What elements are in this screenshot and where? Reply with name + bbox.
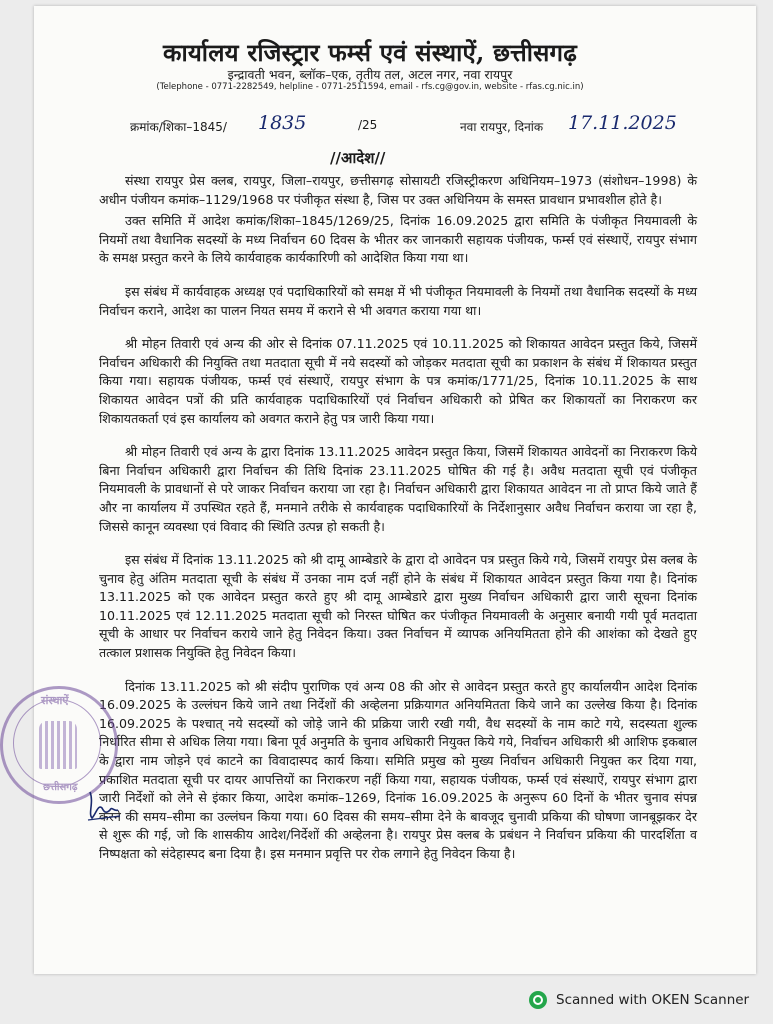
order-heading: //आदेश//	[330, 149, 386, 167]
handwritten-date: 17.11.2025	[568, 112, 677, 134]
office-title: कार्यालय रजिस्ट्रार फर्म्स एवं संस्थाऐं, छत्तीसगढ़	[163, 38, 577, 67]
emblem-icon	[39, 721, 77, 769]
office-contact: (Telephone - 0771-2282549, helpline - 0771-2511594, email - rfs.cg@gov.in, website - rfas.cg.nic.in)	[156, 82, 584, 92]
order-body	[99, 172, 697, 867]
paragraph-6: इस संबंध में दिनांक 13.11.2025 को श्री दामू आम्बेडारे के द्वारा दो आवेदन पत्र प्रस्तुत किये गये, जिसमें रायपुर प्रेस क्लब के चुनाव हेतु अंतिम मतदाता सूची के संबंध में उनका नाम दर्ज नहीं होने के संबंध में शिकायत आवेदन प्रस्तुत किया गया है। दिनांक 13.11.2025 को एक आवेदन प्रस्तुत करते हुए श्री दामू आम्बेडारे द्वारा मुख्य निर्वाचन अधिकारी द्वारा जारी सूचना दिनांक 10.11.2025 एवं 12.11.2025 मतदाता सूची को निरस्त घोषित कर पंजीकृत नियमावली के अनुसार बनायी गयी पूर्व मतदाता सूची के आधार पर निर्वाचन कराये जाने हेतु निवेदन किया। उक्त निर्वाचन में व्यापक अनियमितता होने की आशंका को देखते हुए तत्काल प्रशासक नियुक्ति हेतु निवेदन किया।	[99, 552, 697, 661]
signature	[84, 784, 124, 824]
seal-text-bottom: छत्तीसगढ़	[43, 782, 78, 793]
reference-prefix: क्रमांक/शिका–1845/	[130, 120, 227, 134]
scanner-watermark-text: Scanned with OKEN Scanner	[556, 992, 750, 1008]
paragraph-3: इस संबंध में कार्यवाहक अध्यक्ष एवं पदाधिकारियों को समक्ष में भी पंजीकृत नियमावली के नियमों तथा वैधानिक सदस्यों के मध्य निर्वाचन कराने, आदेश का पालन नियत समय में कराने से भी अवगत कराया गया था।	[99, 283, 697, 318]
scanner-watermark	[529, 988, 769, 1012]
reference-year: /25	[358, 118, 378, 132]
paragraph-2: उक्त समिति में आदेश कमांक/शिका–1845/1269/25, दिनांक 16.09.2025 द्वारा समिति के पंजीकृत नियमावली के नियमों तथा वैधानिक सदस्यों के मध्य निर्वाचन 60 दिवस के भीतर कर जानकारी सहायक पंजीयक, फर्म्स एवं संस्थाऐं, रायपुर संभाग के समक्ष प्रस्तुत करने के लिये कार्यवाहक कार्यकारिणी को आदेशित किया गया था।	[99, 213, 697, 266]
office-address: इन्द्रावती भवन, ब्लॉक–एक, तृतीय तल, अटल नगर, नवा रायपुर	[227, 67, 513, 82]
handwritten-reference-number: 1835	[258, 112, 307, 134]
paragraph-7: दिनांक 13.11.2025 को श्री संदीप पुराणिक एवं अन्य 08 की ओर से आवेदन प्रस्तुत करते हुए कार्यालयीन आदेश दिनांक 16.09.2025 के उल्लंघन किये जाने तथा निर्देशों की अव्हेलना प्रक्रियागत अनियमितता किये जाने का उल्लेख किया है। दिनांक 16.09.2025 के पश्चात् नये सदस्यों को जोड़े जाने की प्रक्रिया जारी रखी गयी, वैध सदस्यों के नाम काटे गये, सदस्यता शुल्क निर्धारित सीमा से अधिक लिया गया। बिना पूर्व अनुमति के चुनाव अधिकारी नियुक्त किये गये, निर्वाचन अधिकारी श्री आशिफ इकबाल के द्वारा नाम जोड़ने एवं काटने का विवादास्पद कार्य किया। समिति प्रमुख को मुख्य निर्वाचन अधिकारी नियुक्त कर दिया गया, प्रकाशित मतदाता सूची पर दायर आपत्तियों का निराकरण नहीं किया गया, सहायक पंजीयक, फर्म्स एवं संस्थाऐं, रायपुर संभाग द्वारा जारी निर्देशों को लेने से इंकार किया, आदेश कमांक–1269, दिनांक 16.09.2025 के अनुरूप 60 दिनों के भीतर चुनाव संपन्न करने की समय–सीमा का उल्लंघन किया गया। 60 दिवस की समय–सीमा देने के बावजूद चुनावी प्रकिया की घोषणा जानबूझकर देर से शुरू की गई, जो कि शासकीय आदेश/निर्देशों की अव्हेलना है। रायपुर प्रेस क्लब के प्रबंधन ने निर्वाचन प्रकिया की पारदर्शिता व निष्पक्षता को संदेहास्पद बना दिया है। इस मनमान प्रवृत्ति पर रोक लगाने हेतु निवेदन किया है।	[99, 678, 697, 861]
scanner-logo-icon	[529, 991, 547, 1009]
place-date-label: नवा रायपुर, दिनांक	[460, 120, 544, 134]
paragraph-1: संस्था रायपुर प्रेस क्लब, रायपुर, जिला–रायपुर, छत्तीसगढ़ सोसायटी रजिस्ट्रीकरण अधिनियम–1973 (संशोधन–1998) के अधीन पंजीयन कमांक–1129/1968 पर पंजीकृत संस्था है, जिस पर उक्त अधिनियम के समस्त प्रावधान प्रभावशील होते है।	[99, 173, 697, 207]
seal-text-top: संस्थाऐं	[41, 694, 69, 707]
paragraph-4: श्री मोहन तिवारी एवं अन्य की ओर से दिनांक 07.11.2025 एवं 10.11.2025 को शिकायत आवेदन प्रस्तुत किये, जिसमें निर्वाचन अधिकारी की नियुक्ति तथा मतदाता सूची में नये सदस्यों को जोड़कर मतदाता सूची का प्रकाशन के संबंध में शिकायत प्रस्तुत किया गया। सहायक पंजीयक, फर्म्स एवं संस्थाऐं, रायपुर संभाग के पत्र कमांक/1771/25, दिनांक 10.11.2025 के साथ शिकायत आवेदन पत्रों की प्रति कार्यवाहक पदाधिकारियों एवं निर्वाचन अधिकारी को प्रेषित कर शिकायतों का निराकरण कर शिकायतकर्ता एवं इस कार्यालय को अवगत कराने हेतु पत्र जारी किया गया।	[99, 336, 697, 426]
reference-line	[130, 112, 690, 142]
paragraph-5: श्री मोहन तिवारी एवं अन्य के द्वारा दिनांक 13.11.2025 आवेदन प्रस्तुत किया, जिसमें शिकायत आवेदनों का निराकरण किये बिना निर्वाचन अधिकारी द्वारा निर्वाचन की तिथि दिनांक 23.11.2025 घोषित की गई है। अवैध मतदाता सूची एवं पंजीकृत नियमावली के प्रावधानों से परे जाकर निर्वाचन कराया जा रहा है। निर्वाचन अधिकारी द्वारा शिकायत आवेदन ना तो प्राप्त किये जाते हैं और ना कार्यालय में उपस्थित रहते हैं, मनमाने तरीके से कार्यवाहक पदाधिकारियों के निर्देशानुसार अवैध निर्वाचन कराया जा रहा है, जिससे कानून व्यवस्था एवं विवाद की स्थिति उत्पन्न हो सकती है।	[99, 444, 697, 534]
